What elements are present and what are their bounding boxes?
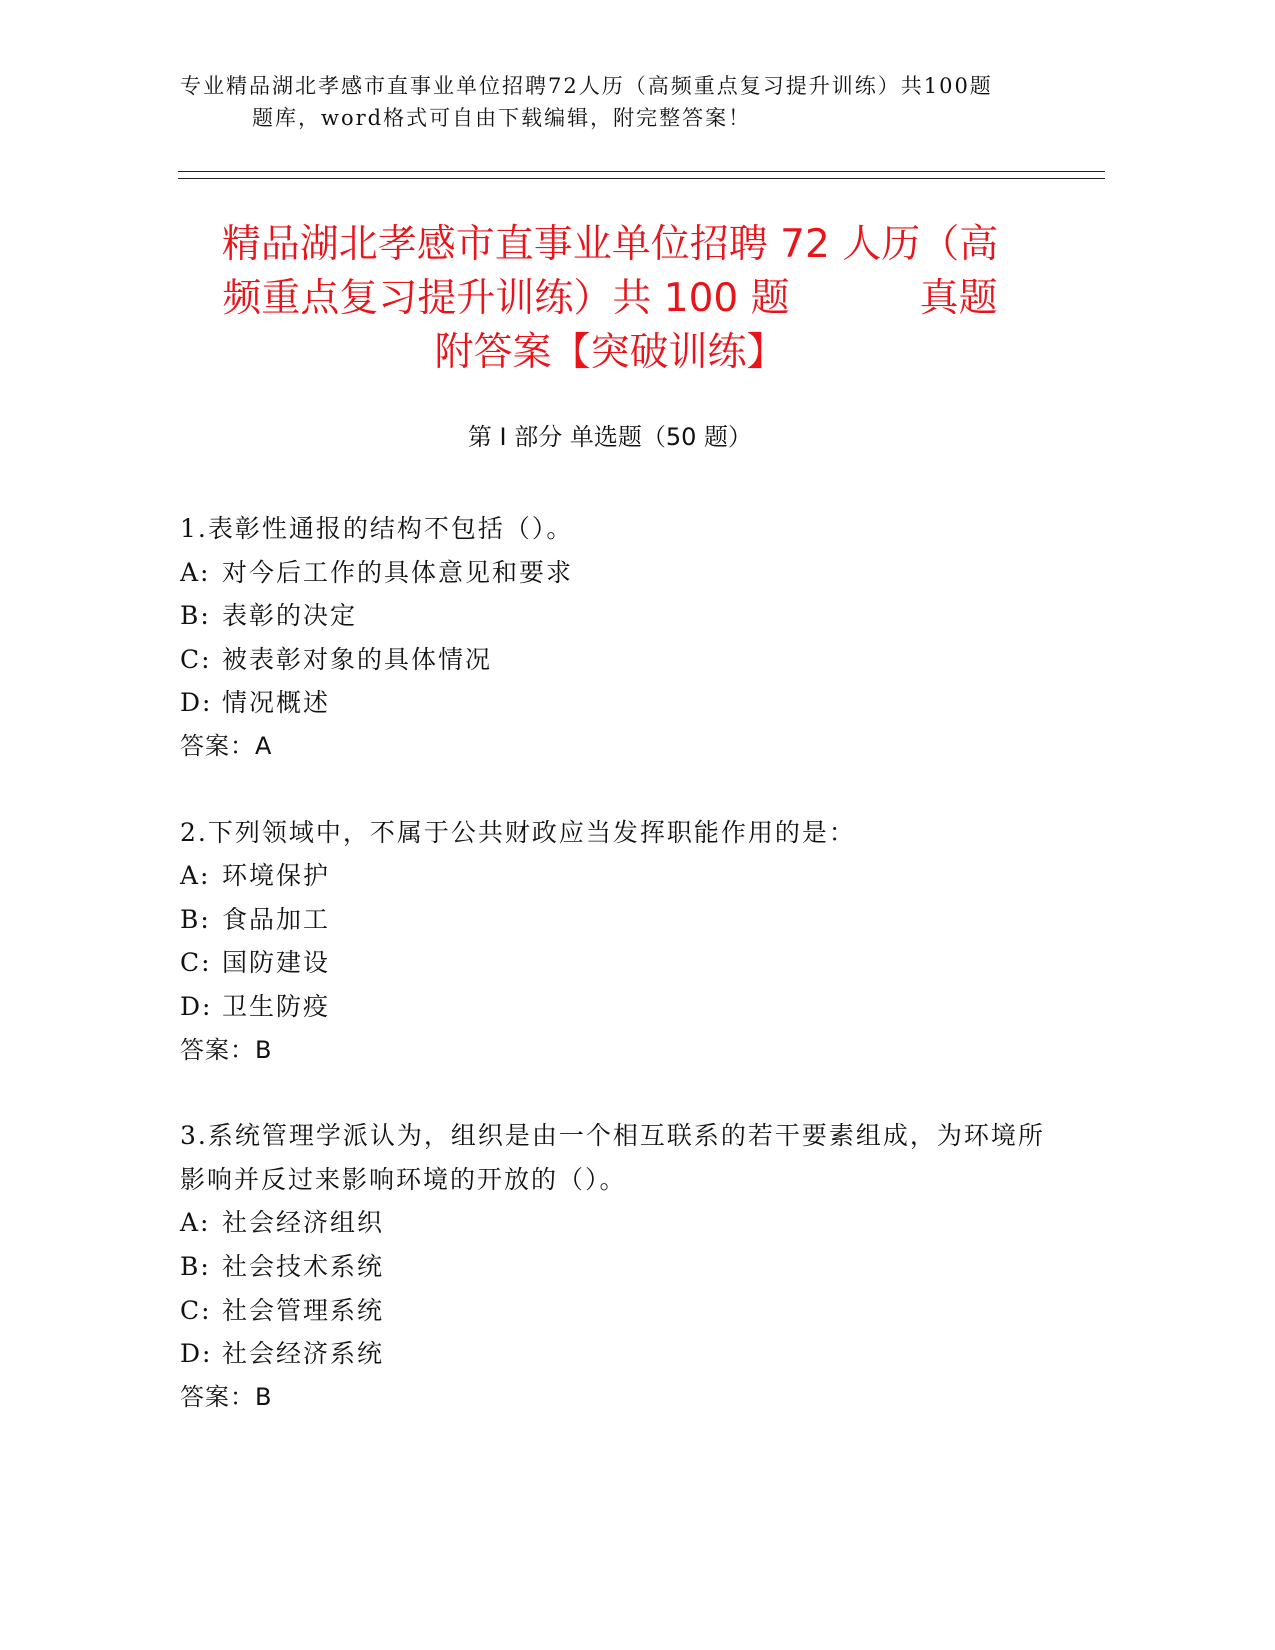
option-text: 卫生防疫 bbox=[222, 991, 331, 1021]
document-title bbox=[160, 218, 1060, 380]
answer: 答案：A bbox=[180, 731, 273, 760]
question-stem: 2.下列领域中，不属于公共财政应当发挥职能作用的是： bbox=[180, 817, 856, 847]
option-d bbox=[180, 985, 1060, 1029]
option-a bbox=[180, 1201, 1060, 1245]
question-1 bbox=[180, 507, 1060, 769]
option-text: 食品加工 bbox=[222, 904, 331, 934]
option-text: 对今后工作的具体意见和要求 bbox=[222, 557, 574, 587]
question-3 bbox=[180, 1114, 1060, 1419]
option-text: 被表彰对象的具体情况 bbox=[222, 644, 493, 674]
option-key: D: bbox=[180, 991, 213, 1021]
option-text: 社会管理系统 bbox=[222, 1295, 385, 1325]
option-key: C: bbox=[180, 948, 212, 978]
option-key: D: bbox=[180, 688, 213, 718]
header-rule-top bbox=[178, 171, 1105, 172]
answer: 答案：B bbox=[180, 1035, 273, 1064]
option-text: 社会技术系统 bbox=[222, 1251, 385, 1281]
title-line-2-part-a: 频重点复习提升训练）共 100 题 bbox=[222, 276, 790, 321]
header-line-1: 专业精品湖北孝感市直事业单位招聘72人历（高频重点复习提升训练）共100题 bbox=[180, 74, 993, 98]
option-text: 社会经济组织 bbox=[222, 1208, 385, 1238]
option-key: A: bbox=[180, 1208, 211, 1238]
option-a bbox=[180, 854, 1060, 898]
option-c bbox=[180, 1289, 1060, 1333]
title-line-3: 附答案【突破训练】 bbox=[434, 330, 786, 375]
question-2 bbox=[180, 811, 1060, 1073]
option-b bbox=[180, 898, 1060, 942]
title-line-2-part-b: 真题 bbox=[919, 276, 998, 321]
title-line-2 bbox=[160, 272, 1060, 326]
option-key: C: bbox=[180, 1295, 212, 1325]
option-key: A: bbox=[180, 861, 211, 891]
question-list bbox=[180, 507, 1060, 1461]
option-text: 表彰的决定 bbox=[222, 601, 358, 631]
question-stem: 1.表彰性通报的结构不包括（）。 bbox=[180, 514, 574, 543]
option-text: 社会经济系统 bbox=[222, 1339, 385, 1369]
header-line-2: 题库，word格式可自由下载编辑，附完整答案！ bbox=[252, 106, 752, 130]
section-title: 第 I 部分 单选题（50 题） bbox=[467, 423, 753, 451]
option-key: B: bbox=[180, 1251, 211, 1281]
option-d bbox=[180, 1332, 1060, 1376]
option-text: 环境保护 bbox=[222, 861, 331, 891]
option-text: 国防建设 bbox=[222, 948, 331, 978]
option-a bbox=[180, 551, 1060, 595]
option-key: C: bbox=[180, 644, 212, 674]
document-header bbox=[180, 70, 1050, 134]
option-b bbox=[180, 594, 1060, 638]
option-key: B: bbox=[180, 904, 211, 934]
option-c bbox=[180, 941, 1060, 985]
option-key: B: bbox=[180, 601, 211, 631]
question-stem: 3.系统管理学派认为，组织是由一个相互联系的若干要素组成，为环境所影响并反过来影响环境的开放的（）。 bbox=[180, 1121, 1045, 1194]
answer: 答案：B bbox=[180, 1382, 273, 1411]
title-line-1: 精品湖北孝感市直事业单位招聘 72 人历（高 bbox=[221, 222, 999, 267]
option-key: D: bbox=[180, 1339, 213, 1369]
option-key: A: bbox=[180, 557, 211, 587]
option-text: 情况概述 bbox=[222, 688, 331, 718]
option-c bbox=[180, 638, 1060, 682]
option-d bbox=[180, 681, 1060, 725]
header-rule-bottom bbox=[178, 178, 1105, 179]
option-b bbox=[180, 1245, 1060, 1289]
